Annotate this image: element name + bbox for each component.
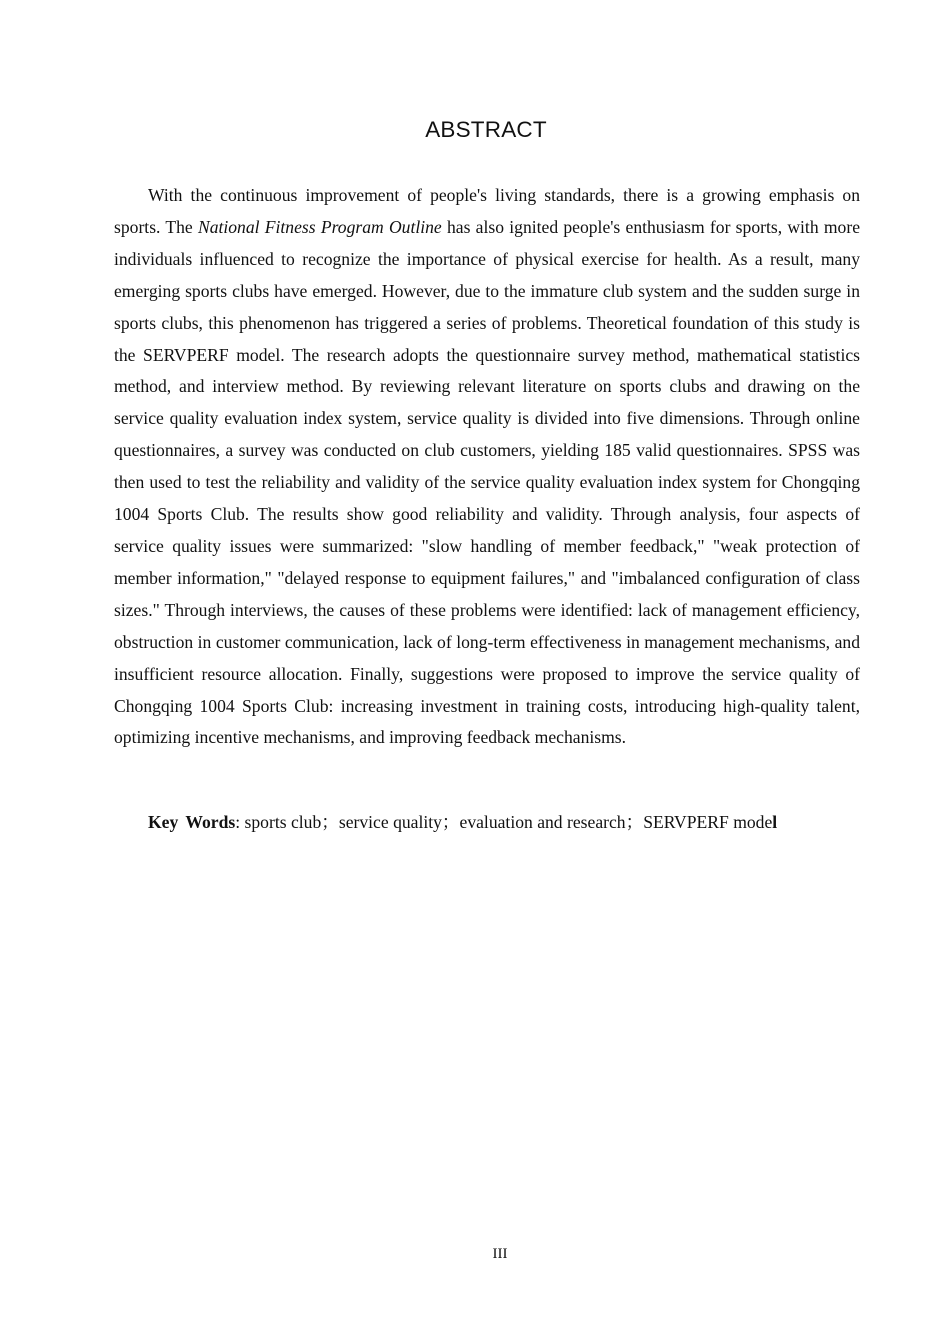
- abstract-title: ABSTRACT: [425, 117, 547, 142]
- keywords-text: sports club；service quality；evaluation and research；SERVPERF mode: [244, 812, 773, 832]
- italic-program-title: National Fitness Program Outline: [197, 216, 442, 237]
- abstract-paragraph: [114, 180, 860, 754]
- abstract-text-rest: has also ignited people's enthusiasm for sports, with more individuals influenced to recognize the importance of physical exercise for health. As a result, many emerging sports clubs have emerged. However, due to the immature club system and the sudden surge in sports clubs, this phenomenon has triggered a series of problems. Theoretical foundation of this study is the SERVPERF model. The research adopts the questionnaire survey method, mathematical statistics method, and interview method. By reviewing relevant literature on sports clubs and drawing on the service quality evaluation index system, service quality is divided into five dimensions. Through online questionnaires, a survey was conducted on club customers, yielding 185 valid questionnaires. SPSS was then used to test the reliability and validity of the service quality evaluation index system for Chongqing 1004 Sports Club. The results show good reliability and validity. Through analysis, four aspects of service quality issues were summarized: "slow handling of member feedback," "weak protection of member information," "delayed response to equipment failures," and "imbalanced configuration of class sizes." Through interviews, the causes of these problems were identified: lack of management efficiency, obstruction in customer communication, lack of long-term effectiveness in management mechanisms, and insufficient resource allocation. Finally, suggestions were proposed to improve the service quality of Chongqing 1004 Sports Club: increasing investment in training costs, introducing high-quality talent, optimizing incentive mechanisms, and improving feedback mechanisms.: [114, 216, 861, 748]
- abstract-text-start: With the continuous improvement of people's living standards, there is a growing emphasis on sports. The: [114, 185, 860, 237]
- keywords-label: Key Words: [148, 812, 236, 832]
- keywords-separator: :: [235, 812, 245, 832]
- page-number: III: [492, 1246, 508, 1262]
- keywords-bold-tail: l: [772, 812, 778, 832]
- keywords-line: [148, 807, 868, 837]
